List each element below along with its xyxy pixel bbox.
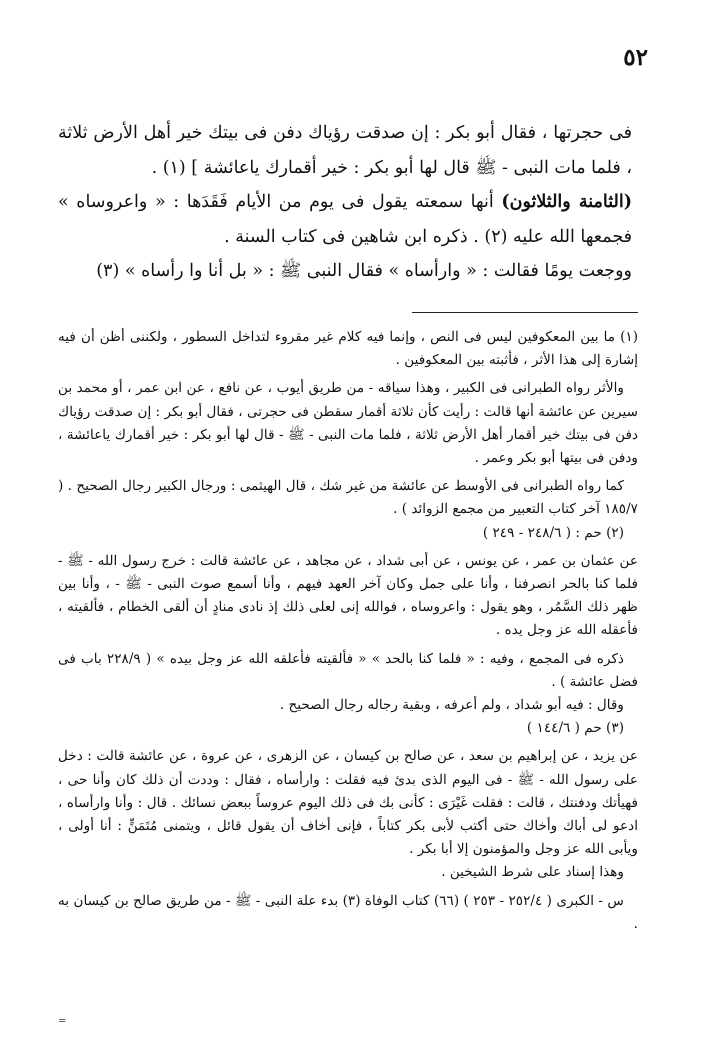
- footnote-3-ref: (٣) حم ( ١٤٤/٦ ): [526, 720, 624, 737]
- footnote-3-kubra: س - الكبرى ( ٢٥٢/٤ - ٢٥٣ ) (٦٦) كتاب الوفاة (٣) بدء علة النبى - ﷺ - من طريق صالح بن كيسان به .: [58, 892, 638, 932]
- footnote-2-comment: وقال : فيه أبو شداد ، ولم أعرفه ، وبقية رجاله رجال الصحيح .: [279, 697, 624, 714]
- section-heading: (الثامنة والثلاثون): [501, 192, 632, 212]
- continuation-mark: =: [58, 1016, 67, 1027]
- main-paragraph-1: فى حجرتها ، فقال أبو بكر : إن صدقت رؤياك دفن فى بيتك خير أهل الأرض ثلاثة ، فلما مات النبى - ﷺ قال لها أبو بكر : خير أقمارك ياعائشة ] (١) .: [58, 123, 632, 178]
- footnote-3-isnad: وهذا إسناد على شرط الشيخين .: [441, 864, 624, 881]
- footnote-2-majma: ذكره فى المجمع ، وفيه : « فلما كنا بالحد » « فألقيته فأعلقه الله عز وجل بيده » ( ٢٢٨/٩ باب فى فضل عائشة ) .: [58, 650, 638, 690]
- footnote-1-source: والأثر رواه الطبرانى فى الكبير ، وهذا سياقه - من طريق أيوب ، عن نافع ، عن ابن عمر ، أو محمد بن سيرين عن عائشة أنها قالت : رأيت كأن ثلاثة أقمار سقطن فى حجرتى ، فقال أبو بكر : إن صدقت رؤياك دفن فى بيتك خير أقمار أهل الأرض ثلاثة ، فلما مات النبى - ﷺ - قال لها أبو بكر : خير أقمارك ياعائشة ، ودفن فى بيتها أبو بكر وعمر .: [58, 380, 638, 467]
- main-paragraph-2-text: أنها سمعته يقول فى يوم من الأيام فَقَدَها : « واعروساه » فجمعها الله عليه (٢) . ذكره ابن شاهين فى كتاب السنة .: [58, 192, 632, 247]
- main-paragraph-2: [58, 185, 632, 254]
- main-text: [58, 116, 632, 289]
- footnotes: [58, 326, 638, 936]
- footnote-1-note: كما رواه الطبرانى فى الأوسط عن عائشة من غير شك ، قال الهيثمى : ورجال الكبير رجال الصحيح . ( ١٨٥/٧ آخر كتاب التعبير من مجمع الزوائد ) .: [58, 478, 638, 518]
- footnote-2-ref: (٢) حم : ( ٢٤٨/٦ - ٢٤٩ ): [482, 524, 624, 541]
- footnote-1-intro: (١) ما بين المعكوفين ليس فى النص ، وإنما فيه كلام غير مقروء لتداخل السطور ، ولكننى أظن أن فيه إشارة إلى هذا الأثر ، فأثبته بين المعكوفين .: [58, 329, 638, 369]
- footnote-3-text: عن يزيد ، عن إبراهيم بن سعد ، عن صالح بن كيسان ، عن الزهرى ، عن عروة ، عن عائشة قالت : دخل على رسول الله - ﷺ - فى اليوم الذى بدئ فيه فقلت : وارأساه ، فقال : وددت أن ذلك كان وأنا حى ، فهيأتك ودفنتك ، قالت : فقلت غَيْرَى : كأنى بك فى ذلك اليوم عروساً ببعض نسائك . قال : وأنا وارأساه ، ادعو لى أباك وأخاك حتى أكتب لأبى بكر كتاباً ، فإنى أخاف أن يقول قائل ، ويتمنى مُتَمَنٍّ : أنا أولى ، ويأبى الله عز وجل والمؤمنون إلا أبا بكر .: [58, 748, 638, 858]
- page-number: ٥٢: [623, 44, 648, 71]
- footnote-separator: [412, 312, 638, 313]
- main-paragraph-3: ووجعت يومًا فقالت : « وارأساه » فقال النبى ﷺ : « بل أنا وا رأساه » (٣): [96, 261, 632, 281]
- footnote-2-text: عن عثمان بن عمر ، عن يونس ، عن أبى شداد ، عن مجاهد ، عن عائشة قالت : خرج رسول الله - ﷺ - فلما كنا بالحر انصرفنا ، وأنا على جمل وكان آخر العهد فيهم ، وأنا أسمع صوت النبى - ﷺ - ، وأنا بين ظهر ذلك السَّمُر ، وهو يقول : واعروساه ، فوالله إنى لعلى ذلك إذ نادى منادٍ أن ألقى الخطام ، فألقيته ، فأعقله الله عز وجل يده .: [58, 552, 638, 639]
